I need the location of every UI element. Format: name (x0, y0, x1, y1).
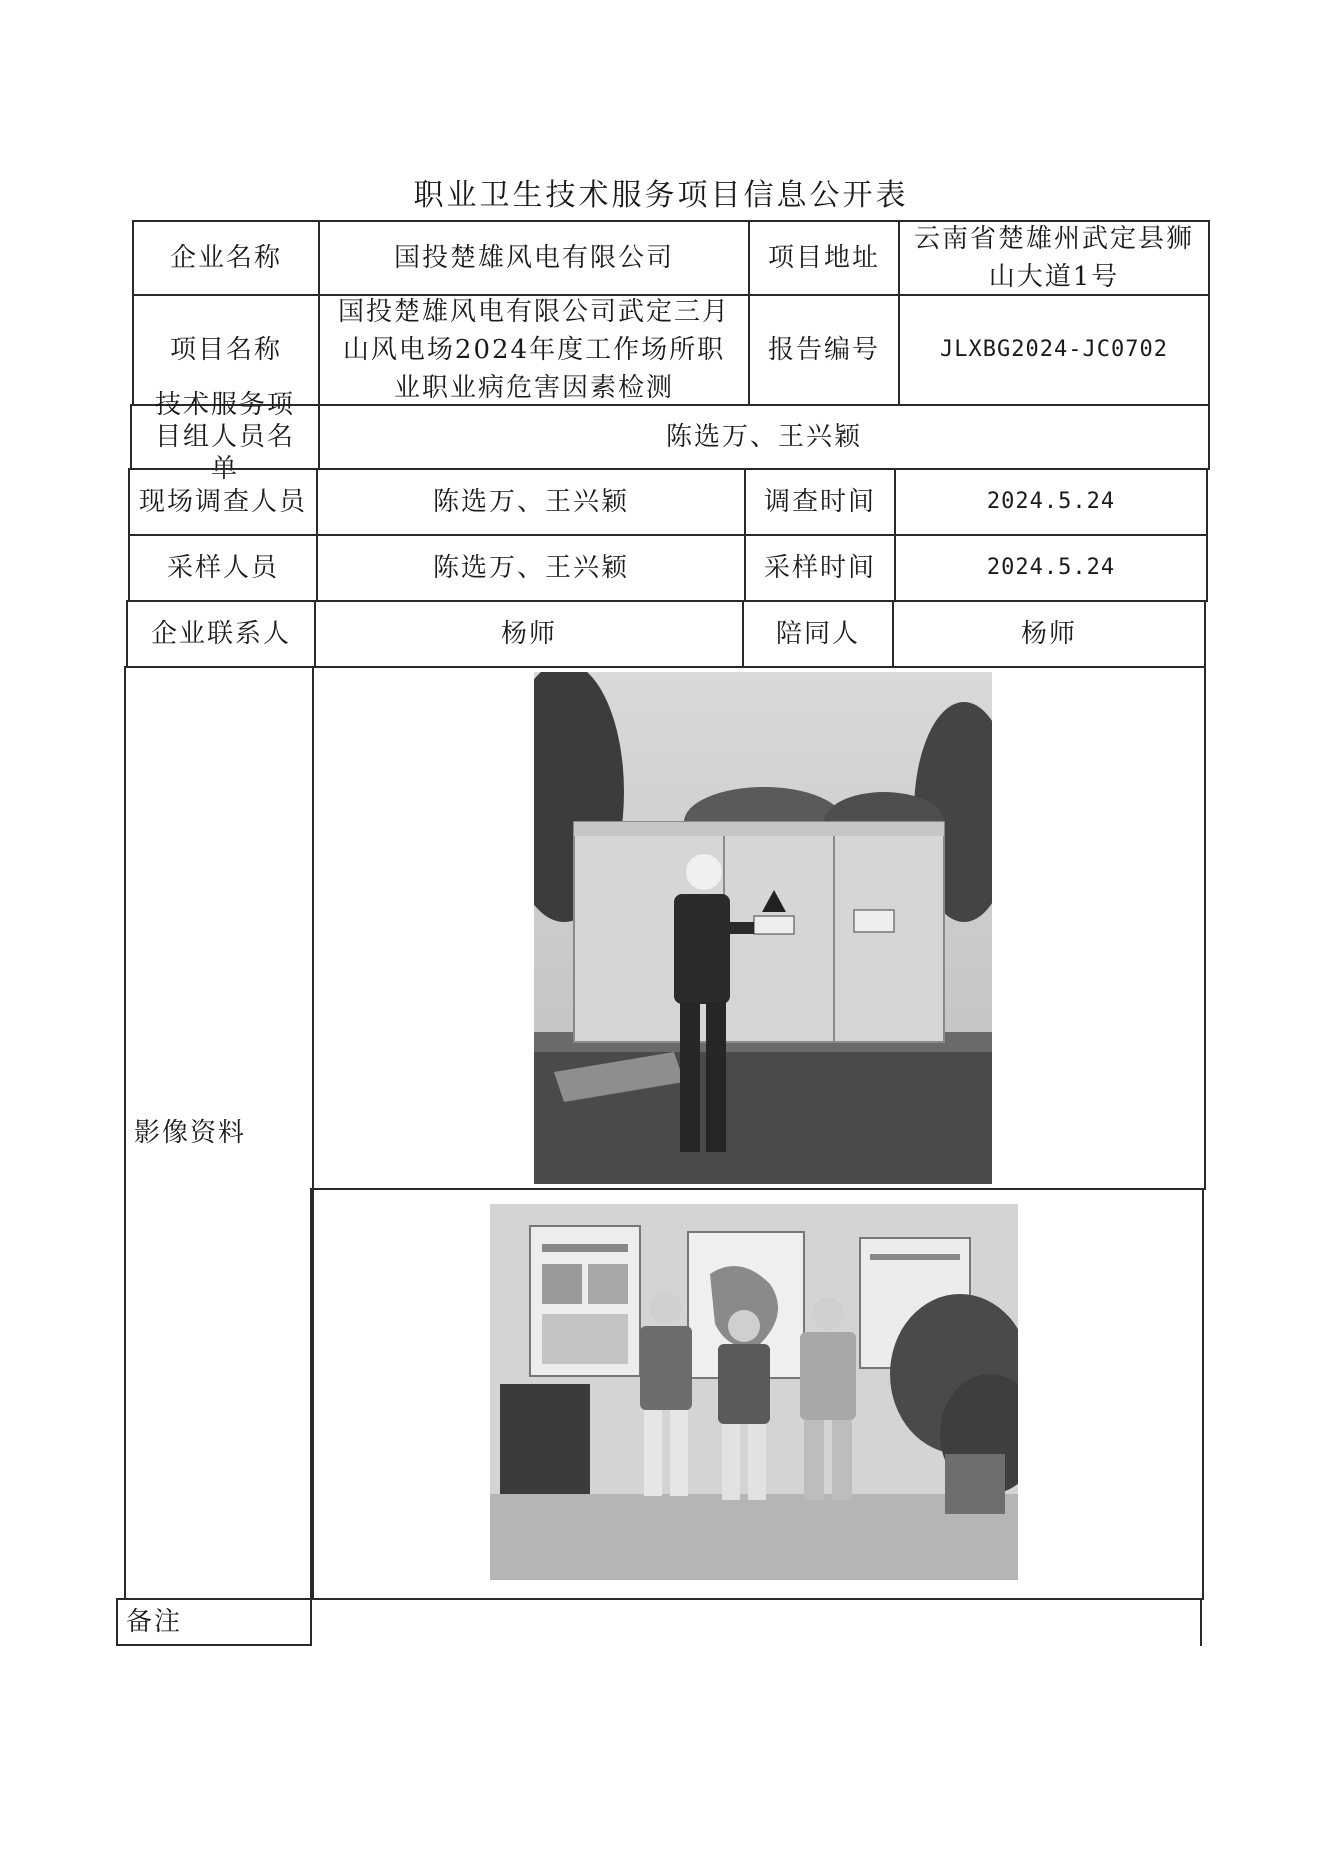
group-photo-graphic (490, 1204, 1018, 1580)
accompany-value: 杨师 (892, 600, 1206, 668)
team-value: 陈选万、王兴颖 (318, 404, 1210, 470)
remarks-value (310, 1598, 1202, 1646)
report-value: JLXBG2024-JC0702 (898, 294, 1210, 406)
address-label: 项目地址 (748, 220, 900, 296)
project-value: 国投楚雄风电有限公司武定三月山风电场2024年度工作场所职业职业病危害因素检测 (318, 294, 750, 406)
cabinet-photo-graphic (534, 672, 992, 1184)
sampling-time-value: 2024.5.24 (894, 534, 1208, 602)
survey-time-label: 调查时间 (744, 468, 896, 536)
sampling-time-label: 采样时间 (744, 534, 896, 602)
remarks-label: 备注 (116, 1598, 312, 1646)
project-label: 项目名称 (132, 294, 320, 406)
report-label: 报告编号 (748, 294, 900, 406)
site-photo-group (490, 1204, 1018, 1580)
contact-label: 企业联系人 (126, 600, 316, 668)
team-label: 技术服务项目组人员名单 (130, 404, 320, 470)
survey-time-value: 2024.5.24 (894, 468, 1208, 536)
contact-value: 杨师 (314, 600, 744, 668)
site-photo-cabinet (534, 672, 992, 1184)
survey-value: 陈选万、王兴颖 (316, 468, 746, 536)
survey-label: 现场调查人员 (128, 468, 318, 536)
images-label: 影像资料 (124, 666, 314, 1600)
address-value: 云南省楚雄州武定县狮山大道1号 (898, 220, 1210, 296)
sampling-value: 陈选万、王兴颖 (316, 534, 746, 602)
accompany-label: 陪同人 (742, 600, 894, 668)
page-title: 职业卫生技术服务项目信息公开表 (413, 178, 909, 213)
sampling-label: 采样人员 (128, 534, 318, 602)
company-value: 国投楚雄风电有限公司 (318, 220, 750, 296)
company-label: 企业名称 (132, 220, 320, 296)
